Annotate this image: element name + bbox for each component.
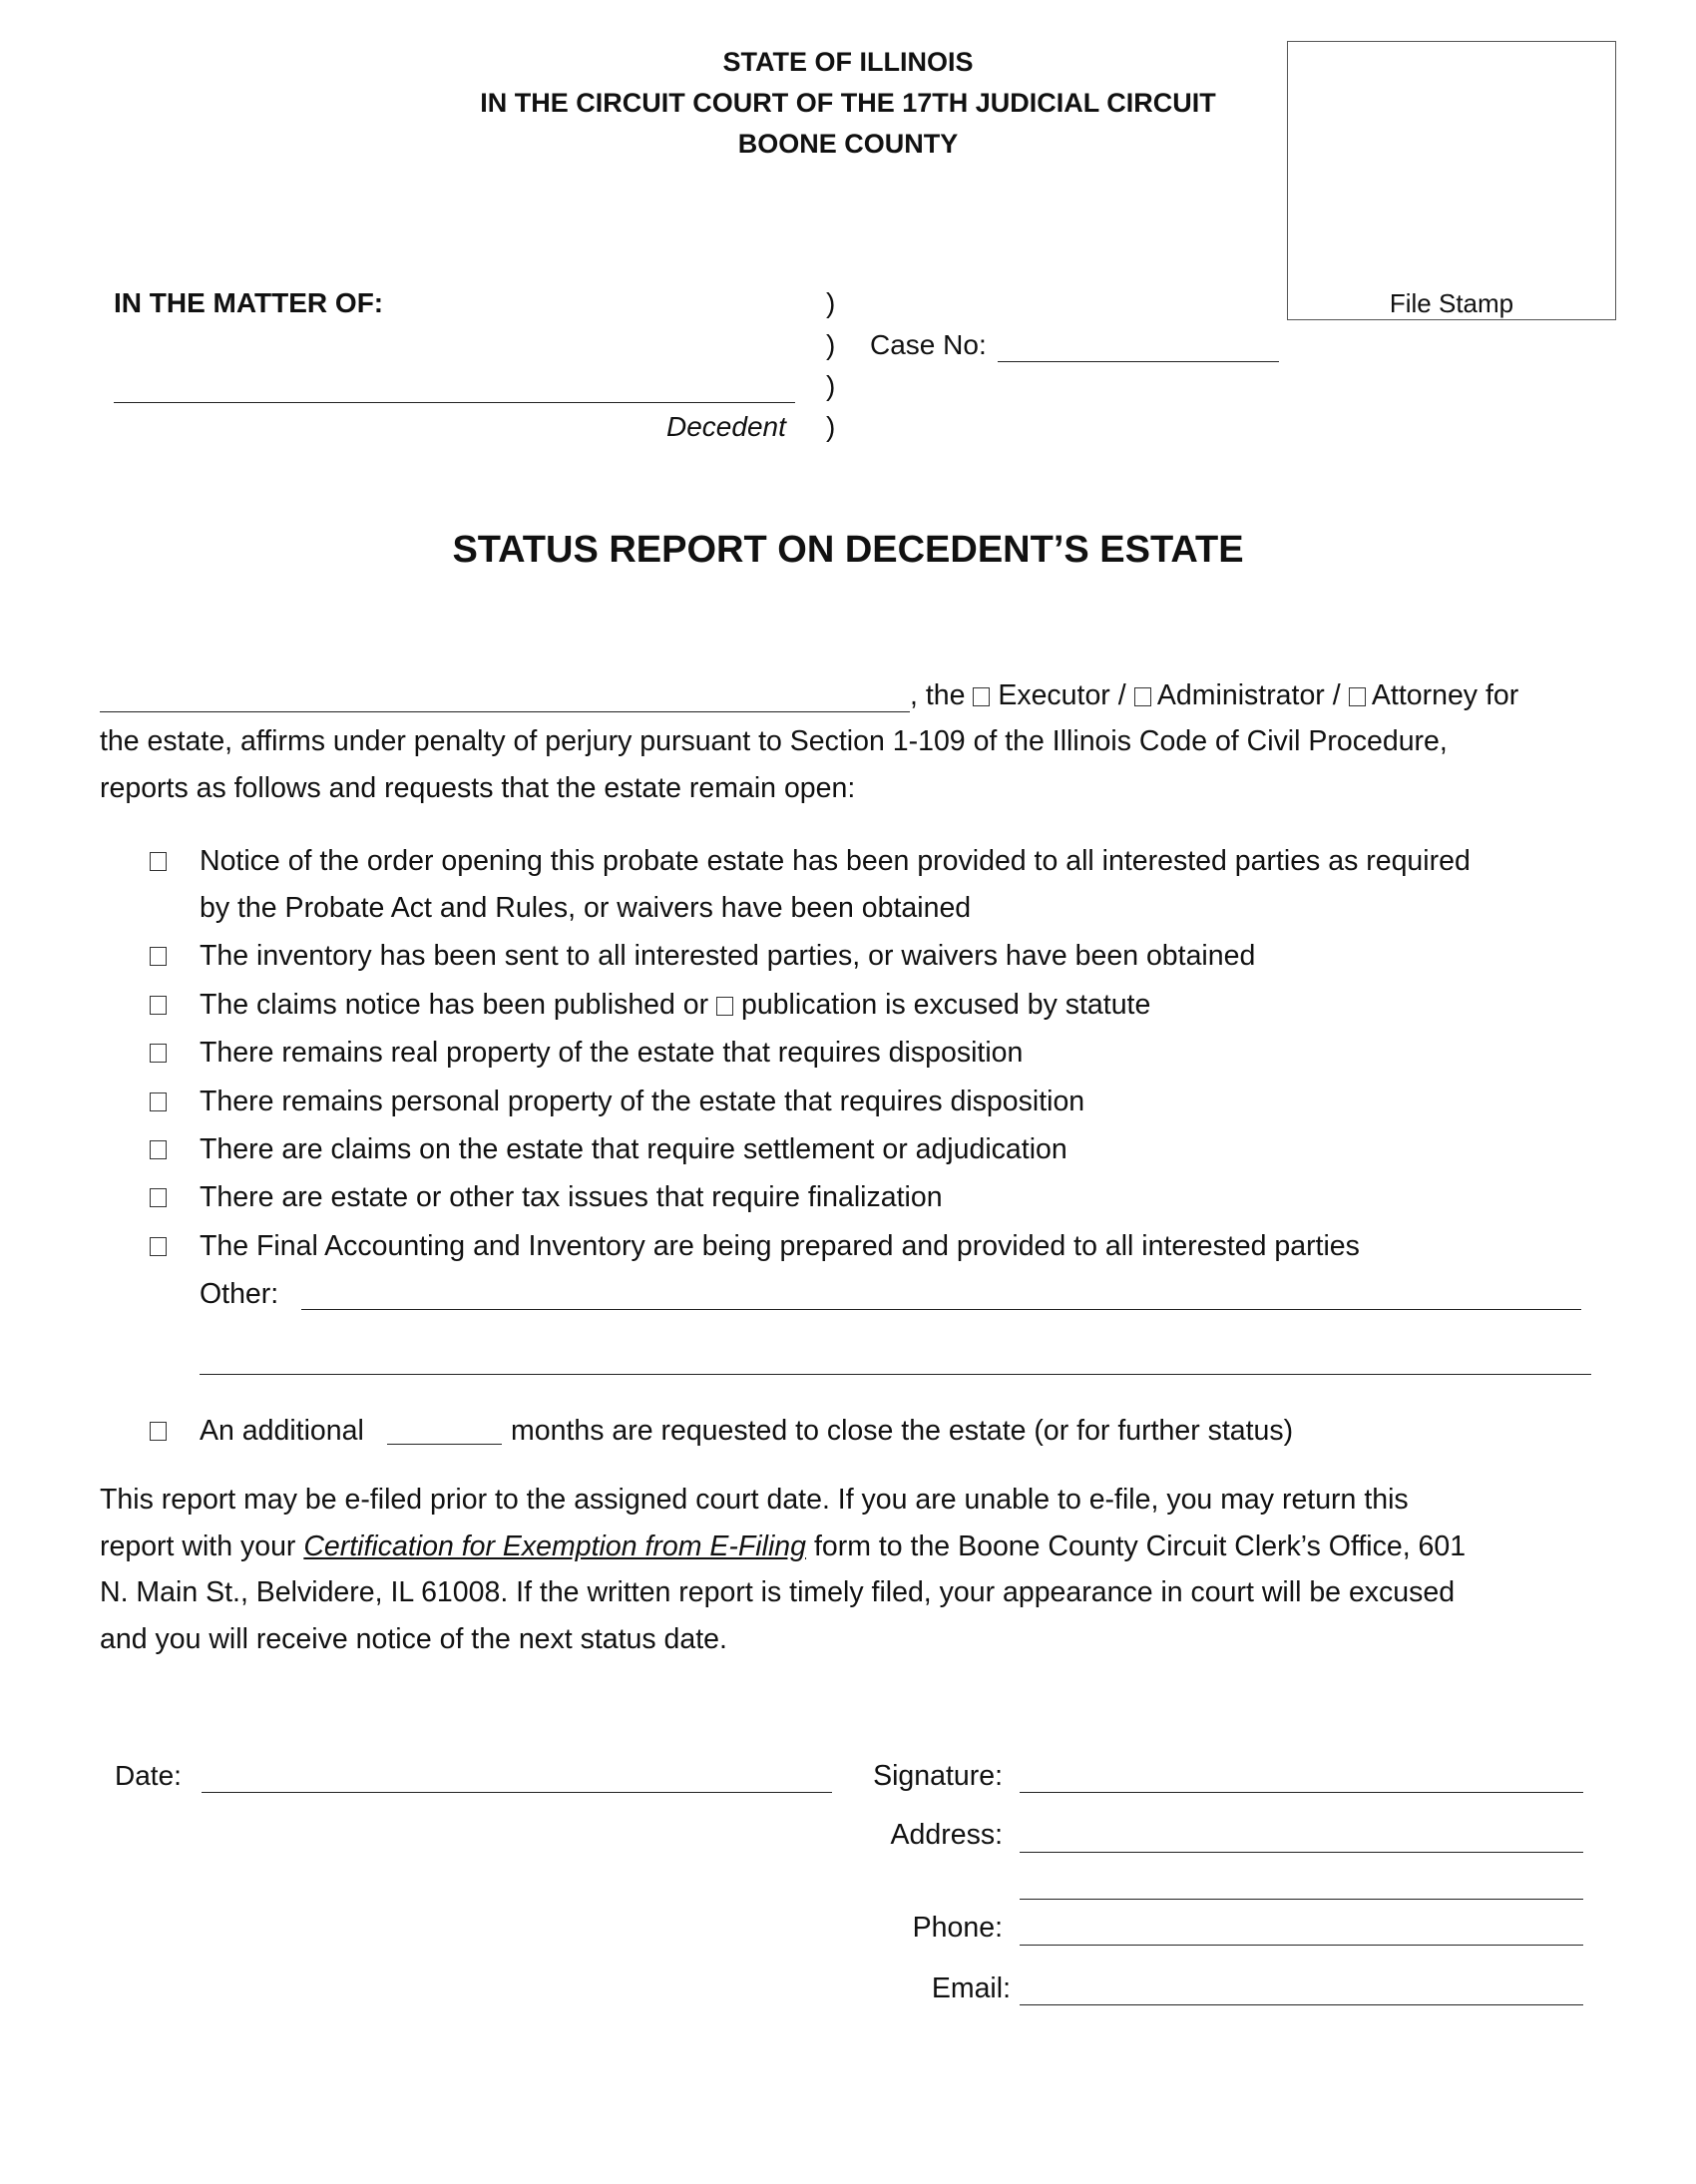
notice-checkbox[interactable] [150, 852, 167, 871]
inventory-text: The inventory has been sent to all interested parties, or waivers have been obtained [200, 940, 1256, 972]
address-line-1[interactable] [1020, 1852, 1583, 1853]
administrator-label: Administrator / [1156, 679, 1341, 711]
claims-notice-text-b: publication is excused by statute [740, 989, 1151, 1021]
other-line-2[interactable] [200, 1374, 1591, 1375]
final-accounting-checkbox[interactable] [150, 1237, 167, 1256]
inventory-checkbox[interactable] [150, 947, 167, 966]
header-court: IN THE CIRCUIT COURT OF THE 17TH JUDICIAL CIRCUIT [480, 88, 1216, 118]
claims-notice-text-a: The claims notice has been published or [200, 989, 709, 1021]
header-county: BOONE COUNTY [737, 129, 959, 159]
additional-prefix: An additional [200, 1415, 364, 1447]
role-selection [910, 672, 1608, 719]
claims-settlement-checkbox[interactable] [150, 1140, 167, 1159]
publication-excused-checkbox[interactable] [716, 997, 733, 1016]
signature-label: Signature: [873, 1760, 1003, 1792]
decedent-label: Decedent [666, 411, 786, 442]
personal-property-checkbox[interactable] [150, 1092, 167, 1111]
affiant-name-line[interactable] [100, 711, 910, 712]
other-line-1[interactable] [301, 1309, 1581, 1310]
notice-text-1: Notice of the order opening this probate estate has been provided to all interested parties as required [200, 845, 1471, 877]
phone-line[interactable] [1020, 1945, 1583, 1946]
caption-paren-4: ) [826, 411, 836, 442]
email-line[interactable] [1020, 2004, 1583, 2005]
administrator-checkbox[interactable] [1134, 687, 1151, 706]
intro-the: , the [910, 679, 966, 711]
efile-line-2-a: report with your [100, 1530, 296, 1562]
file-stamp-label: File Stamp [1389, 288, 1514, 318]
date-label: Date: [115, 1760, 182, 1791]
header-state: STATE OF ILLINOIS [722, 47, 974, 77]
claims-notice-checkbox[interactable] [150, 996, 167, 1015]
case-no-label: Case No: [870, 329, 987, 360]
real-property-checkbox[interactable] [150, 1044, 167, 1063]
address-line-2[interactable] [1020, 1899, 1583, 1900]
caption-paren-2: ) [826, 329, 836, 360]
efile-line-2 [100, 1524, 1596, 1570]
months-line[interactable] [387, 1444, 502, 1445]
case-no-line[interactable] [998, 361, 1279, 362]
address-label: Address: [890, 1819, 1003, 1851]
exemption-form-link[interactable]: Certification for Exemption from E-Filing [303, 1530, 807, 1562]
real-property-text: There remains real property of the estate that requires disposition [200, 1037, 1024, 1069]
executor-checkbox[interactable] [973, 687, 990, 706]
matter-label: IN THE MATTER OF: [114, 287, 384, 318]
tax-checkbox[interactable] [150, 1188, 167, 1207]
phone-label: Phone: [912, 1912, 1003, 1944]
date-line[interactable] [202, 1792, 832, 1793]
caption-paren-1: ) [826, 287, 836, 318]
other-label: Other: [200, 1278, 279, 1310]
tax-text: There are estate or other tax issues that require finalization [200, 1181, 943, 1213]
file-stamp-box [1287, 41, 1616, 320]
decedent-name-line[interactable] [114, 402, 795, 403]
efile-line-2-b: form to the Boone County Circuit Clerk’s Office, 601 [813, 1530, 1467, 1562]
attorney-label: Attorney for [1371, 679, 1519, 711]
notice-text-2: by the Probate Act and Rules, or waivers have been obtained [200, 892, 972, 924]
claims-settlement-text: There are claims on the estate that require settlement or adjudication [200, 1133, 1067, 1165]
attorney-checkbox[interactable] [1349, 687, 1366, 706]
claims-notice-text [200, 982, 1150, 1029]
court-header [299, 42, 1397, 165]
personal-property-text: There remains personal property of the estate that requires disposition [200, 1086, 1085, 1117]
caption-paren-3: ) [826, 370, 836, 401]
executor-label: Executor / [998, 679, 1126, 711]
final-accounting-text: The Final Accounting and Inventory are being prepared and provided to all interested parties [200, 1230, 1360, 1262]
additional-months-checkbox[interactable] [150, 1422, 167, 1441]
email-label: Email: [931, 1972, 1011, 2004]
intro-line-2: the estate, affirms under penalty of perjury pursuant to Section 1-109 of the Illinois Code of Civil Procedure, [100, 725, 1448, 757]
additional-suffix: months are requested to close the estate (or for further status) [511, 1415, 1294, 1447]
efile-line-4: and you will receive notice of the next status date. [100, 1623, 727, 1655]
document-title: STATUS REPORT ON DECEDENT’S ESTATE [452, 529, 1244, 571]
efile-line-1: This report may be e-filed prior to the assigned court date. If you are unable to e-file, you may return this [100, 1484, 1409, 1516]
intro-line-3: reports as follows and requests that the estate remain open: [100, 772, 856, 804]
signature-line[interactable] [1020, 1792, 1583, 1793]
efile-line-3: N. Main St., Belvidere, IL 61008. If the written report is timely filed, your appearance in court will be excused [100, 1576, 1456, 1608]
